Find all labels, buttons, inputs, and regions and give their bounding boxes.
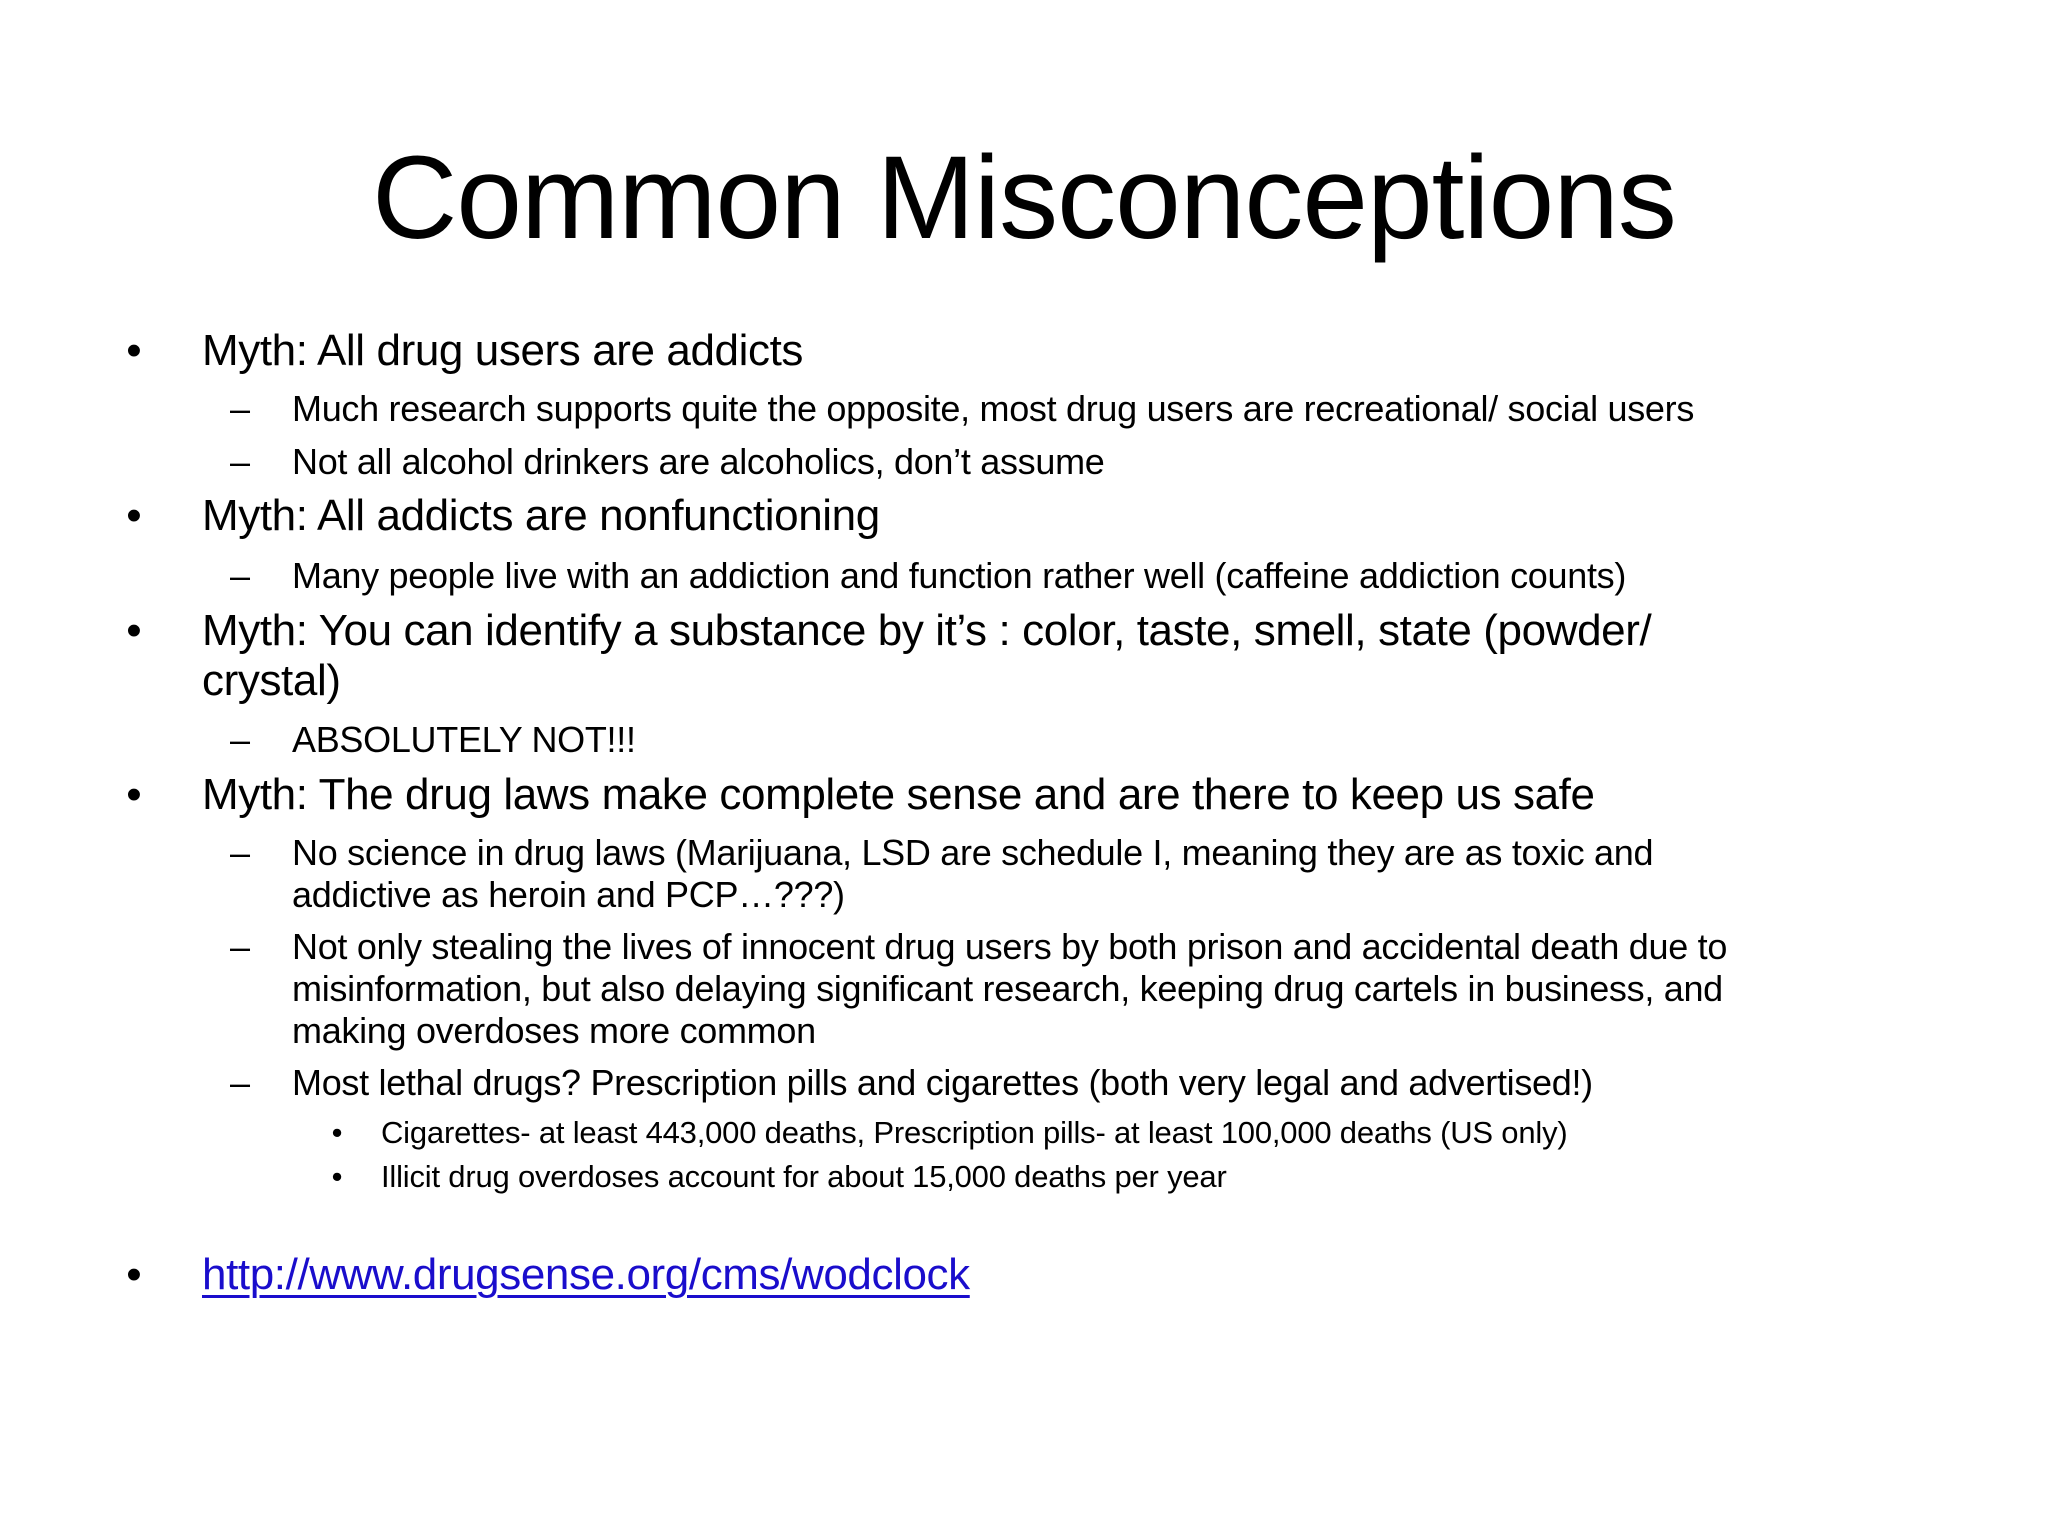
wodclock-link[interactable]: http://www.drugsense.org/cms/wodclock	[202, 1250, 970, 1299]
sub-sub-bullet-text: Cigarettes- at least 443,000 deaths, Prescription pills- at least 100,000 deaths (US only)	[381, 1115, 1568, 1150]
dash-marker: –	[229, 555, 251, 596]
dash-marker: –	[229, 719, 251, 760]
bullet-marker: •	[126, 326, 142, 375]
bullet-text: Myth: All addicts are nonfunctioning	[202, 491, 880, 540]
dash-marker: –	[229, 388, 251, 429]
sub-bullet-text: Most lethal drugs? Prescription pills and cigarettes (both very legal and advertised!)	[292, 1062, 1593, 1103]
bullet-text: crystal)	[202, 656, 341, 705]
bullet-marker: •	[331, 1115, 343, 1150]
bullet-marker: •	[126, 491, 142, 540]
sub-bullet-text: making overdoses more common	[292, 1010, 816, 1051]
dash-marker: –	[229, 832, 251, 873]
dash-marker: –	[229, 926, 251, 967]
slide-title: Common Misconceptions	[372, 132, 1676, 264]
bullet-text: Myth: All drug users are addicts	[202, 326, 804, 375]
sub-bullet-text: Much research supports quite the opposite, most drug users are recreational/ social users	[292, 388, 1695, 429]
sub-bullet-text: Not all alcohol drinkers are alcoholics, don’t assume	[292, 441, 1105, 482]
bullet-marker: •	[126, 606, 142, 655]
dash-marker: –	[229, 441, 251, 482]
sub-bullet-text: Not only stealing the lives of innocent drug users by both prison and accidental death due to	[292, 926, 1728, 967]
sub-bullet-text: ABSOLUTELY NOT!!!	[292, 719, 636, 760]
sub-sub-bullet-text: Illicit drug overdoses account for about 15,000 deaths per year	[381, 1159, 1227, 1194]
bullet-marker: •	[126, 1250, 142, 1299]
bullet-text: Myth: The drug laws make complete sense and are there to keep us safe	[202, 770, 1595, 819]
dash-marker: –	[229, 1062, 251, 1103]
bullet-marker: •	[331, 1159, 343, 1194]
bullet-marker: •	[126, 770, 142, 819]
sub-bullet-text: misinformation, but also delaying significant research, keeping drug cartels in business, and	[292, 968, 1723, 1009]
sub-bullet-text: Many people live with an addiction and function rather well (caffeine addiction counts)	[292, 555, 1627, 596]
sub-bullet-text: addictive as heroin and PCP…???)	[292, 874, 845, 915]
sub-bullet-text: No science in drug laws (Marijuana, LSD are schedule I, meaning they are as toxic and	[292, 832, 1654, 873]
bullet-text: Myth: You can identify a substance by it’s : color, taste, smell, state (powder/	[202, 606, 1652, 655]
